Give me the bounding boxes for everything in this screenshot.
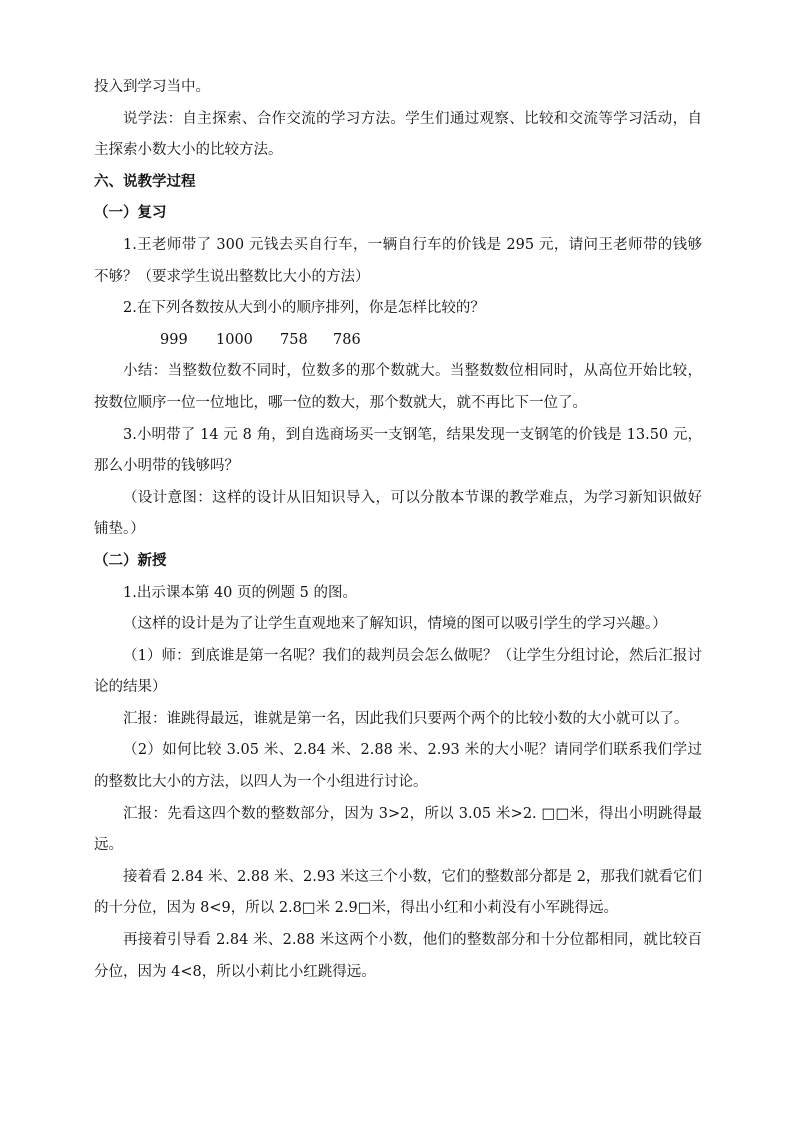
paragraph-review-1: 1.王老师带了 300 元钱去买自行车，一辆自行车的价钱是 295 元，请问王老师带的钱够不够？（要求学生说出整数比大小的方法） xyxy=(94,236,702,285)
subsection-heading-new-lesson: （二）新授 xyxy=(94,552,167,569)
paragraph-continuation: 投入到学习当中。 xyxy=(94,79,210,95)
paragraph-review-3: 3.小明带了 14 元 8 角，到自选商场买一支钢笔，结果发现一支钢笔的价钱是 13.50 元，那么小明带的钱够吗？ xyxy=(94,426,702,475)
paragraph-question-1: （1）师：到底谁是第一名呢？我们的裁判员会怎么做呢？（让学生分组讨论，然后汇报讨论的结果） xyxy=(94,647,702,696)
paragraph-report-2: 汇报：先看这四个数的整数部分，因为 3>2，所以 3.05 米>2. □□米，得出小明跳得最远。 xyxy=(94,805,702,854)
paragraph-question-2: （2）如何比较 3.05 米、2.84 米、2.88 米、2.93 米的大小呢？请同学们联系我们学过的整数比大小的方法，以四人为一个小组进行讨论。 xyxy=(94,742,702,791)
number-item: 999 xyxy=(160,331,188,348)
paragraph-new-intent: （这样的设计是为了让学生直观地来了解知识，情境的图可以吸引学生的学习兴趣。） xyxy=(123,616,667,633)
paragraph-review-2: 2.在下列各数按从大到小的顺序排列，你是怎样比较的？ xyxy=(123,300,485,317)
paragraph-compare-tenths: 接着看 2.84 米、2.88 米、2.93 米这三个小数，它们的整数部分都是 2，那我们就看它们的十分位，因为 8<9，所以 2.8□米 2.9□米，得出小红和小莉没有小军跳得远。 xyxy=(94,868,702,917)
subsection-heading-review: （一）复习 xyxy=(94,205,167,222)
paragraph-new-1: 1.出示课本第 40 页的例题 5 的图。 xyxy=(123,584,357,601)
section-heading-teaching-process: 六、说教学过程 xyxy=(94,173,196,190)
document-body xyxy=(94,72,702,988)
number-item: 1000 xyxy=(216,331,253,348)
paragraph-study-method: 说学法：自主探索、合作交流的学习方法。学生们通过观察、比较和交流等学习活动，自主探索小数大小的比较方法。 xyxy=(94,110,702,159)
paragraph-summary: 小结：当整数位数不同时，位数多的那个数就大。当整数数位相同时，从高位开始比较，按数位顺序一位一位地比，哪一位的数大，那个数就大，就不再比下一位了。 xyxy=(94,363,702,411)
number-row xyxy=(94,325,702,357)
number-item: 758 xyxy=(280,331,308,348)
paragraph-design-intent: （设计意图：这样的设计从旧知识导入，可以分散本节课的教学难点，为学习新知识做好铺垫。） xyxy=(94,489,702,538)
paragraph-compare-hundredths: 再接着引导看 2.84 米、2.88 米这两个小数，他们的整数部分和十分位都相同，就比较百分位，因为 4<8，所以小莉比小红跳得远。 xyxy=(94,932,702,980)
paragraph-report-1: 汇报：谁跳得最远，谁就是第一名，因此我们只要两个两个的比较小数的大小就可以了。 xyxy=(123,710,689,727)
number-item: 786 xyxy=(333,331,361,348)
